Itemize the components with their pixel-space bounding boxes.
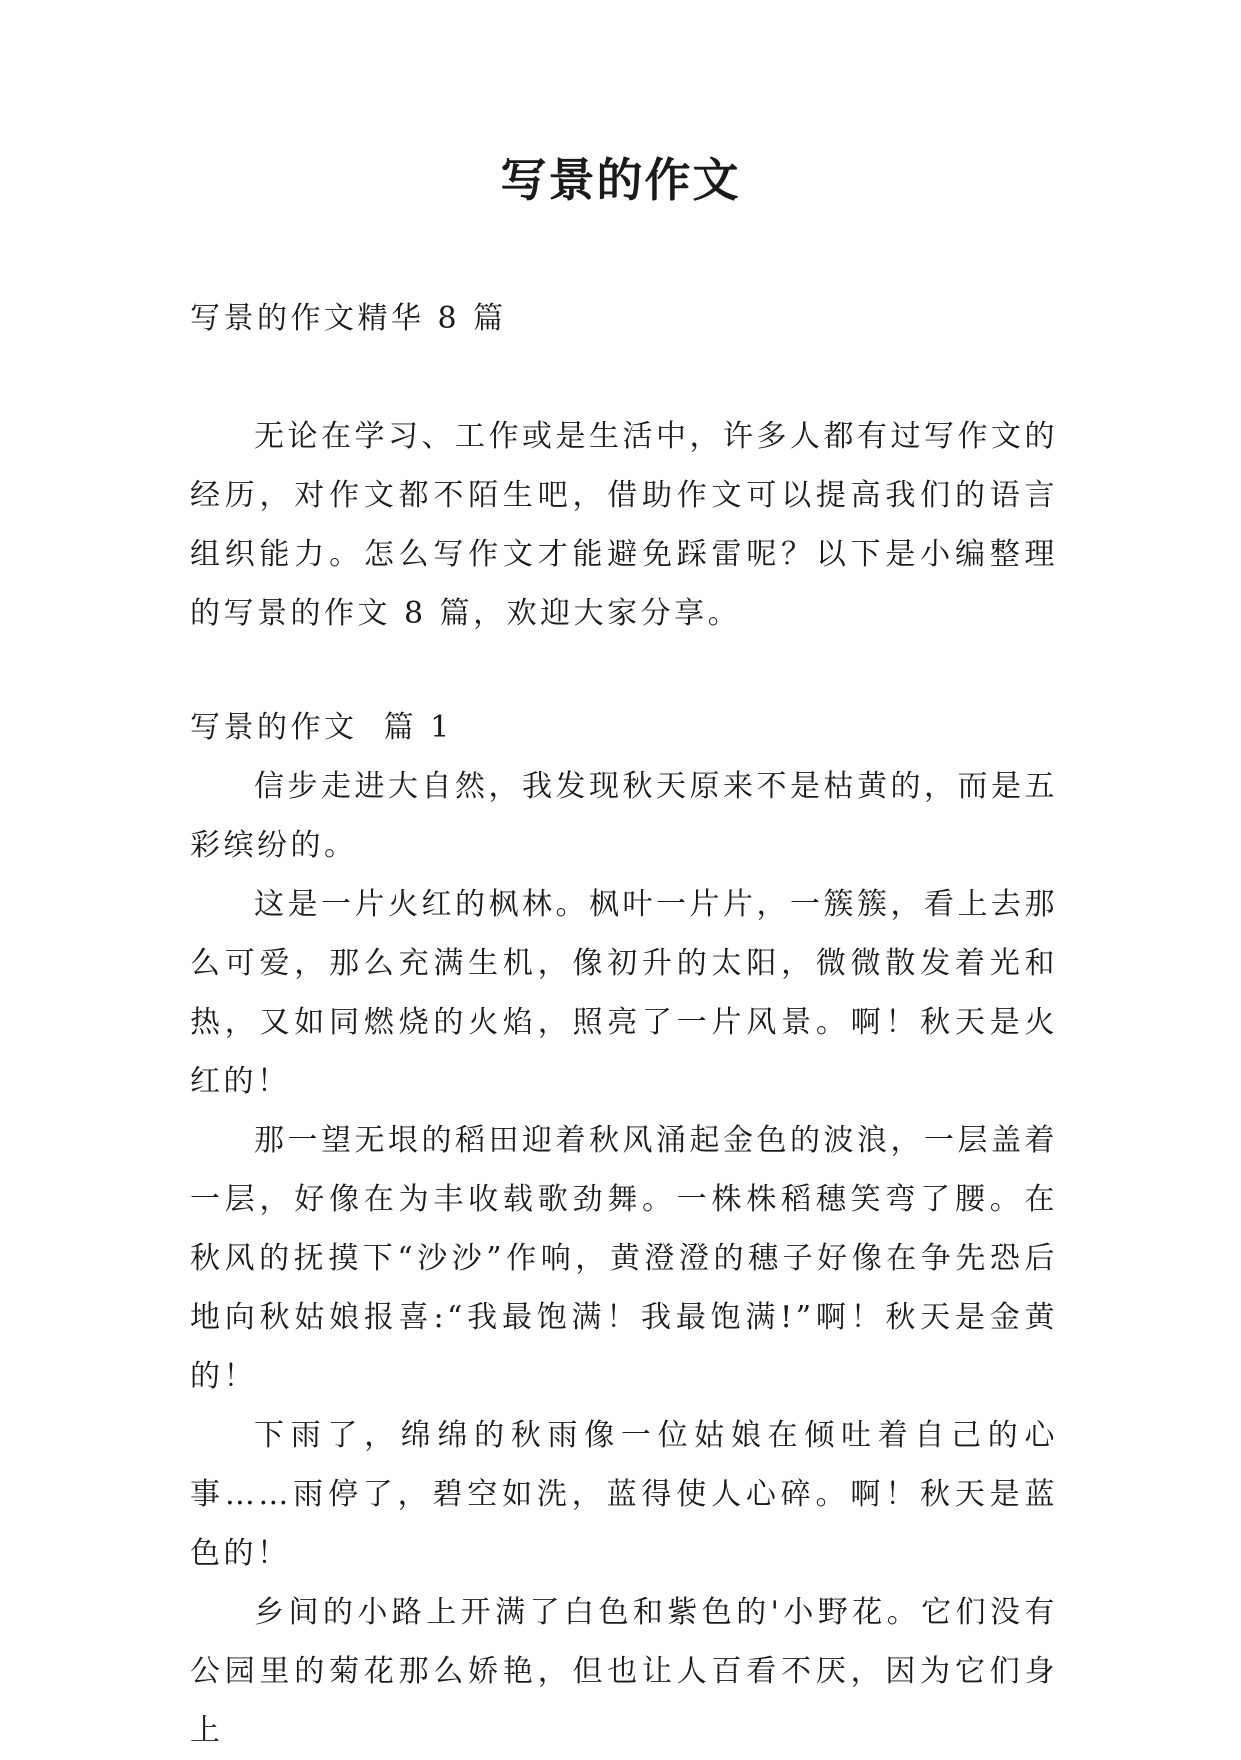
paragraph: 这是一片火红的枫林。枫叶一片片，一簇簇，看上去那么可爱，那么充满生机，像初升的太阳，微微散发着光和热，又如同燃烧的火焰，照亮了一片风景。啊！秋天是火红的！	[190, 887, 1058, 1099]
paragraph: 乡间的小路上开满了白色和紫色的'小野花。它们没有公园里的菊花那么娇艳，但也让人百看不厌，因为它们身上	[190, 1595, 1058, 1748]
section-body	[190, 757, 1058, 1760]
paragraph: 信步走进大自然，我发现秋天原来不是枯黄的，而是五彩缤纷的。	[190, 769, 1058, 863]
intro-paragraph: 无论在学习、工作或是生活中，许多人都有过写作文的经历，对作文都不陌生吧，借助作文可以提高我们的语言组织能力。怎么写作文才能避免踩雷呢？以下是小编整理的写景的作文 8 篇，欢迎大家分享。	[190, 419, 1058, 631]
document-subtitle: 写景的作文精华 8 篇	[190, 301, 507, 336]
paragraph: 那一望无垠的稻田迎着秋风涌起金色的波浪，一层盖着一层，好像在为丰收载歌劲舞。一株株稻穗笑弯了腰。在秋风的抚摸下“沙沙”作响，黄澄澄的穗子好像在争先恐后地向秋姑娘报喜:“我最饱满！我最饱满!”啊！秋天是金黄的！	[190, 1123, 1058, 1394]
document-title: 写景的作文	[500, 153, 741, 207]
paragraph: 下雨了，绵绵的秋雨像一位姑娘在倾吐着自己的心事……雨停了，碧空如洗，蓝得使人心碎。啊！秋天是蓝色的！	[190, 1418, 1058, 1571]
section-heading: 写景的作文 篇 1	[190, 710, 453, 745]
